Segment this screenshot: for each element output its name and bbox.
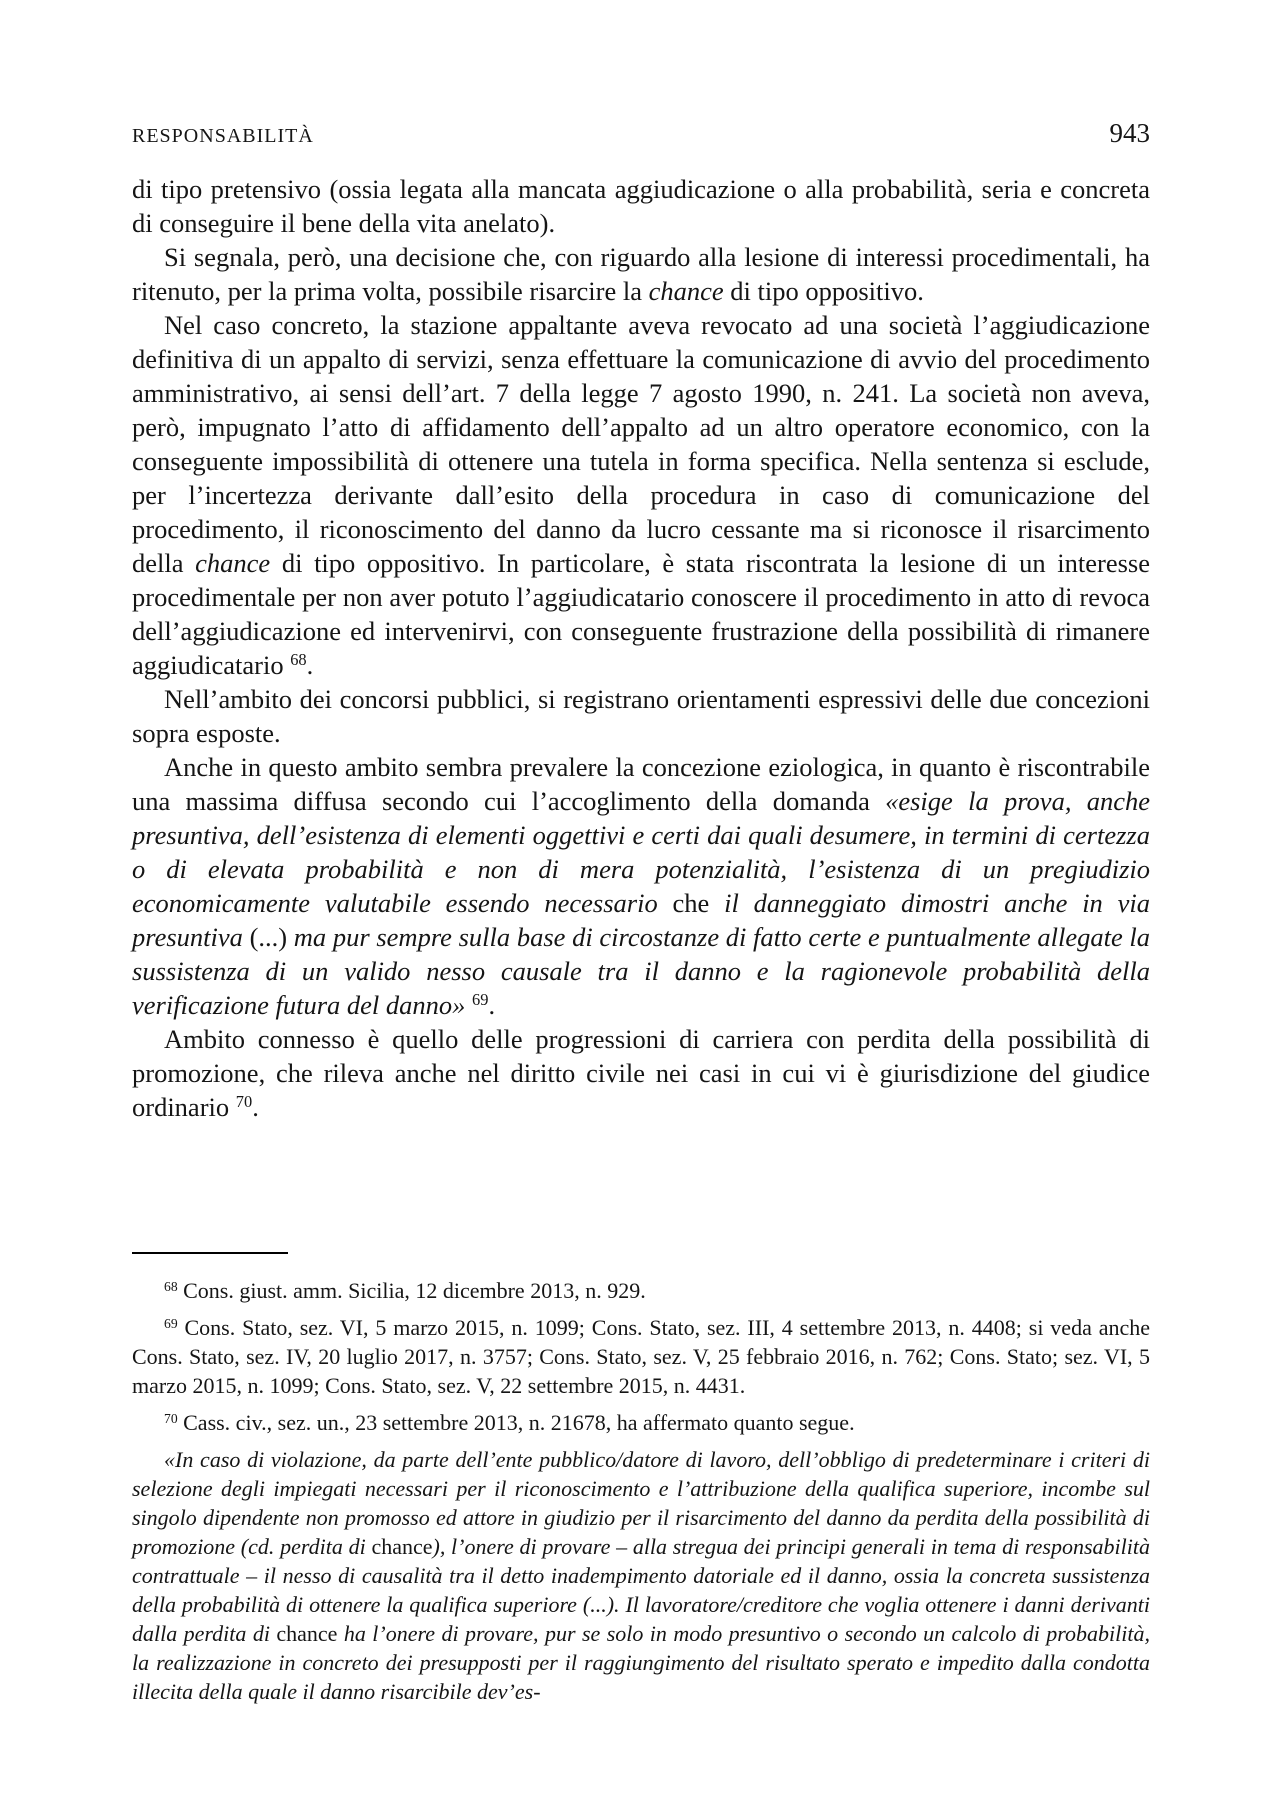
text-segment: .	[252, 1092, 259, 1122]
text-segment: Cass. civ., sez. un., 23 settembre 2013, n. 21678, ha affermato quanto segue.	[177, 1410, 855, 1435]
footnote-item	[132, 1313, 1150, 1400]
footnote-ref: 68	[290, 649, 307, 669]
text-segment: chance	[276, 1621, 338, 1646]
text-segment: ma pur sempre sulla base di circostanze di fatto certe e puntualmente allegate la sussistenza di un valido nesso causale tra il danno e la ragionevole probabilità della verificazione futura del danno»	[132, 922, 1150, 1020]
text-segment: ), l’onere di provare – alla stregua dei principi generali in tema di responsabilità contrattuale – il nesso di causalità tra il detto inadempimento datoriale ed il danno, ossia la concreta sussistenza della probabilità di ottenere la qualifica superiore (...). Il lavoratore/creditore che voglia ottenere i danni derivanti dalla perdita di	[132, 1534, 1150, 1646]
text-segment: «In caso di violazione, da parte dell’ente pubblico/datore di lavoro, dell’obbligo di predeterminare i criteri di selezione degli impiegati necessari per il riconoscimento e l’attribuzione della qualifica superiore, incombe sul singolo dipendente non promosso ed attore in giudizio per il risarcimento del danno da perdita della possibilità di promozione (cd. perdita di	[132, 1447, 1150, 1559]
text-segment: di tipo oppositivo. In particolare, è stata riscontrata la lesione di un interesse procedimentale per non aver potuto l’aggiudicatario conoscere il procedimento in atto di revoca dell’aggiudicazione ed intervenirvi, con conseguente frustrazione della possibilità di rimanere aggiudicatario	[132, 548, 1150, 680]
text-segment: Ambito connesso è quello delle progressioni di carriera con perdita della possibilità di promozione, che rileva anche nel diritto civile nei casi in cui vi è giurisdizione del giudice ordinario	[132, 1024, 1150, 1122]
footnote-item	[132, 1408, 1150, 1437]
text-segment: «esige la prova, anche presuntiva, dell’esistenza di elementi oggettivi e certi dai quali desumere, in termini di certezza o di elevata probabilità e non di mera potenzialità, l’esistenza di un pregiudizio economicamente valutabile essendo necessario	[132, 786, 1150, 918]
body-paragraph	[132, 308, 1150, 682]
footnotes	[132, 1276, 1150, 1706]
footnote-ref: 69	[164, 1315, 178, 1331]
text-segment: ha l’onere di provare, pur se solo in modo presuntivo o secondo un calcolo di probabilità, la realizzazione in concreto dei presupposti per il raggiungimento del risultato sperato e impedito dalla condotta illecita della quale il danno risarcibile dev’es-	[132, 1621, 1150, 1704]
text-segment: Anche in questo ambito sembra prevalere la concezione eziologica, in quanto è riscontrabile una massima diffusa secondo cui l’accoglimento della domanda	[132, 752, 1150, 816]
text-segment: il danneggiato dimostri anche in via presuntiva	[132, 888, 1150, 952]
body-paragraph	[132, 172, 1150, 240]
body-paragraph	[132, 750, 1150, 1022]
text-segment: chance	[648, 276, 724, 306]
text-segment: Cons. Stato, sez. VI, 5 marzo 2015, n. 1099; Cons. Stato, sez. III, 4 settembre 2013, n. 4408; si veda anche Cons. Stato, sez. IV, 20 luglio 2017, n. 3757; Cons. Stato, sez. V, 25 febbraio 2016, n. 762; Cons. Stato; sez. VI, 5 marzo 2015, n. 1099; Cons. Stato, sez. V, 22 settembre 2015, n. 4431.	[132, 1315, 1150, 1398]
text-segment: chance	[195, 548, 271, 578]
footnote-ref: 70	[164, 1410, 178, 1426]
text-segment: che	[657, 888, 725, 918]
footnote-item	[132, 1276, 1150, 1305]
body-paragraph	[132, 1022, 1150, 1124]
text-segment: di tipo oppositivo.	[723, 276, 924, 306]
text-segment: .	[488, 990, 496, 1020]
text-segment: (...)	[242, 922, 294, 952]
body-paragraph	[132, 682, 1150, 750]
text-segment: .	[306, 650, 314, 680]
text-segment: di tipo pretensivo (ossia legata alla mancata aggiudicazione o alla probabilità, seria e concreta di conseguire il bene della vita anelato).	[132, 174, 1150, 238]
text-segment: Nel caso concreto, la stazione appaltante aveva revocato ad una società l’aggiudicazione definitiva di un appalto di servizi, senza effettuare la comunicazione di avvio del procedimento amministrativo, ai sensi dell’art. 7 della legge 7 agosto 1990, n. 241. La società non aveva, però, impugnato l’atto di affidamento dell’appalto ad un altro operatore economico, con la conseguente impossibilità di ottenere una tutela in forma specifica. Nella sentenza si esclude, per l’incertezza derivante dall’esito della procedura in caso di comunicazione del procedimento, il riconoscimento del danno da lucro cessante ma si riconosce il risarcimento della	[132, 310, 1150, 578]
text-segment: Nell’ambito dei concorsi pubblici, si registrano orientamenti espressivi delle due concezioni sopra esposte.	[132, 684, 1150, 748]
body-text	[132, 172, 1150, 1124]
footnote-item	[132, 1445, 1150, 1706]
running-head: RESPONSABILITÀ	[132, 125, 314, 147]
footnote-separator	[132, 1252, 288, 1254]
page-header	[132, 118, 1150, 149]
footnote-ref: 70	[235, 1091, 253, 1111]
footnote-ref: 68	[164, 1278, 178, 1294]
text-segment: Cons. giust. amm. Sicilia, 12 dicembre 2013, n. 929.	[177, 1278, 646, 1303]
page-number: 943	[1109, 118, 1150, 148]
footnote-ref: 69	[472, 989, 489, 1009]
text-segment: chance	[371, 1534, 433, 1559]
body-paragraph	[132, 240, 1150, 308]
text-segment: Si segnala, però, una decisione che, con riguardo alla lesione di interessi procedimentali, ha ritenuto, per la prima volta, possibile risarcire la	[132, 242, 1150, 306]
